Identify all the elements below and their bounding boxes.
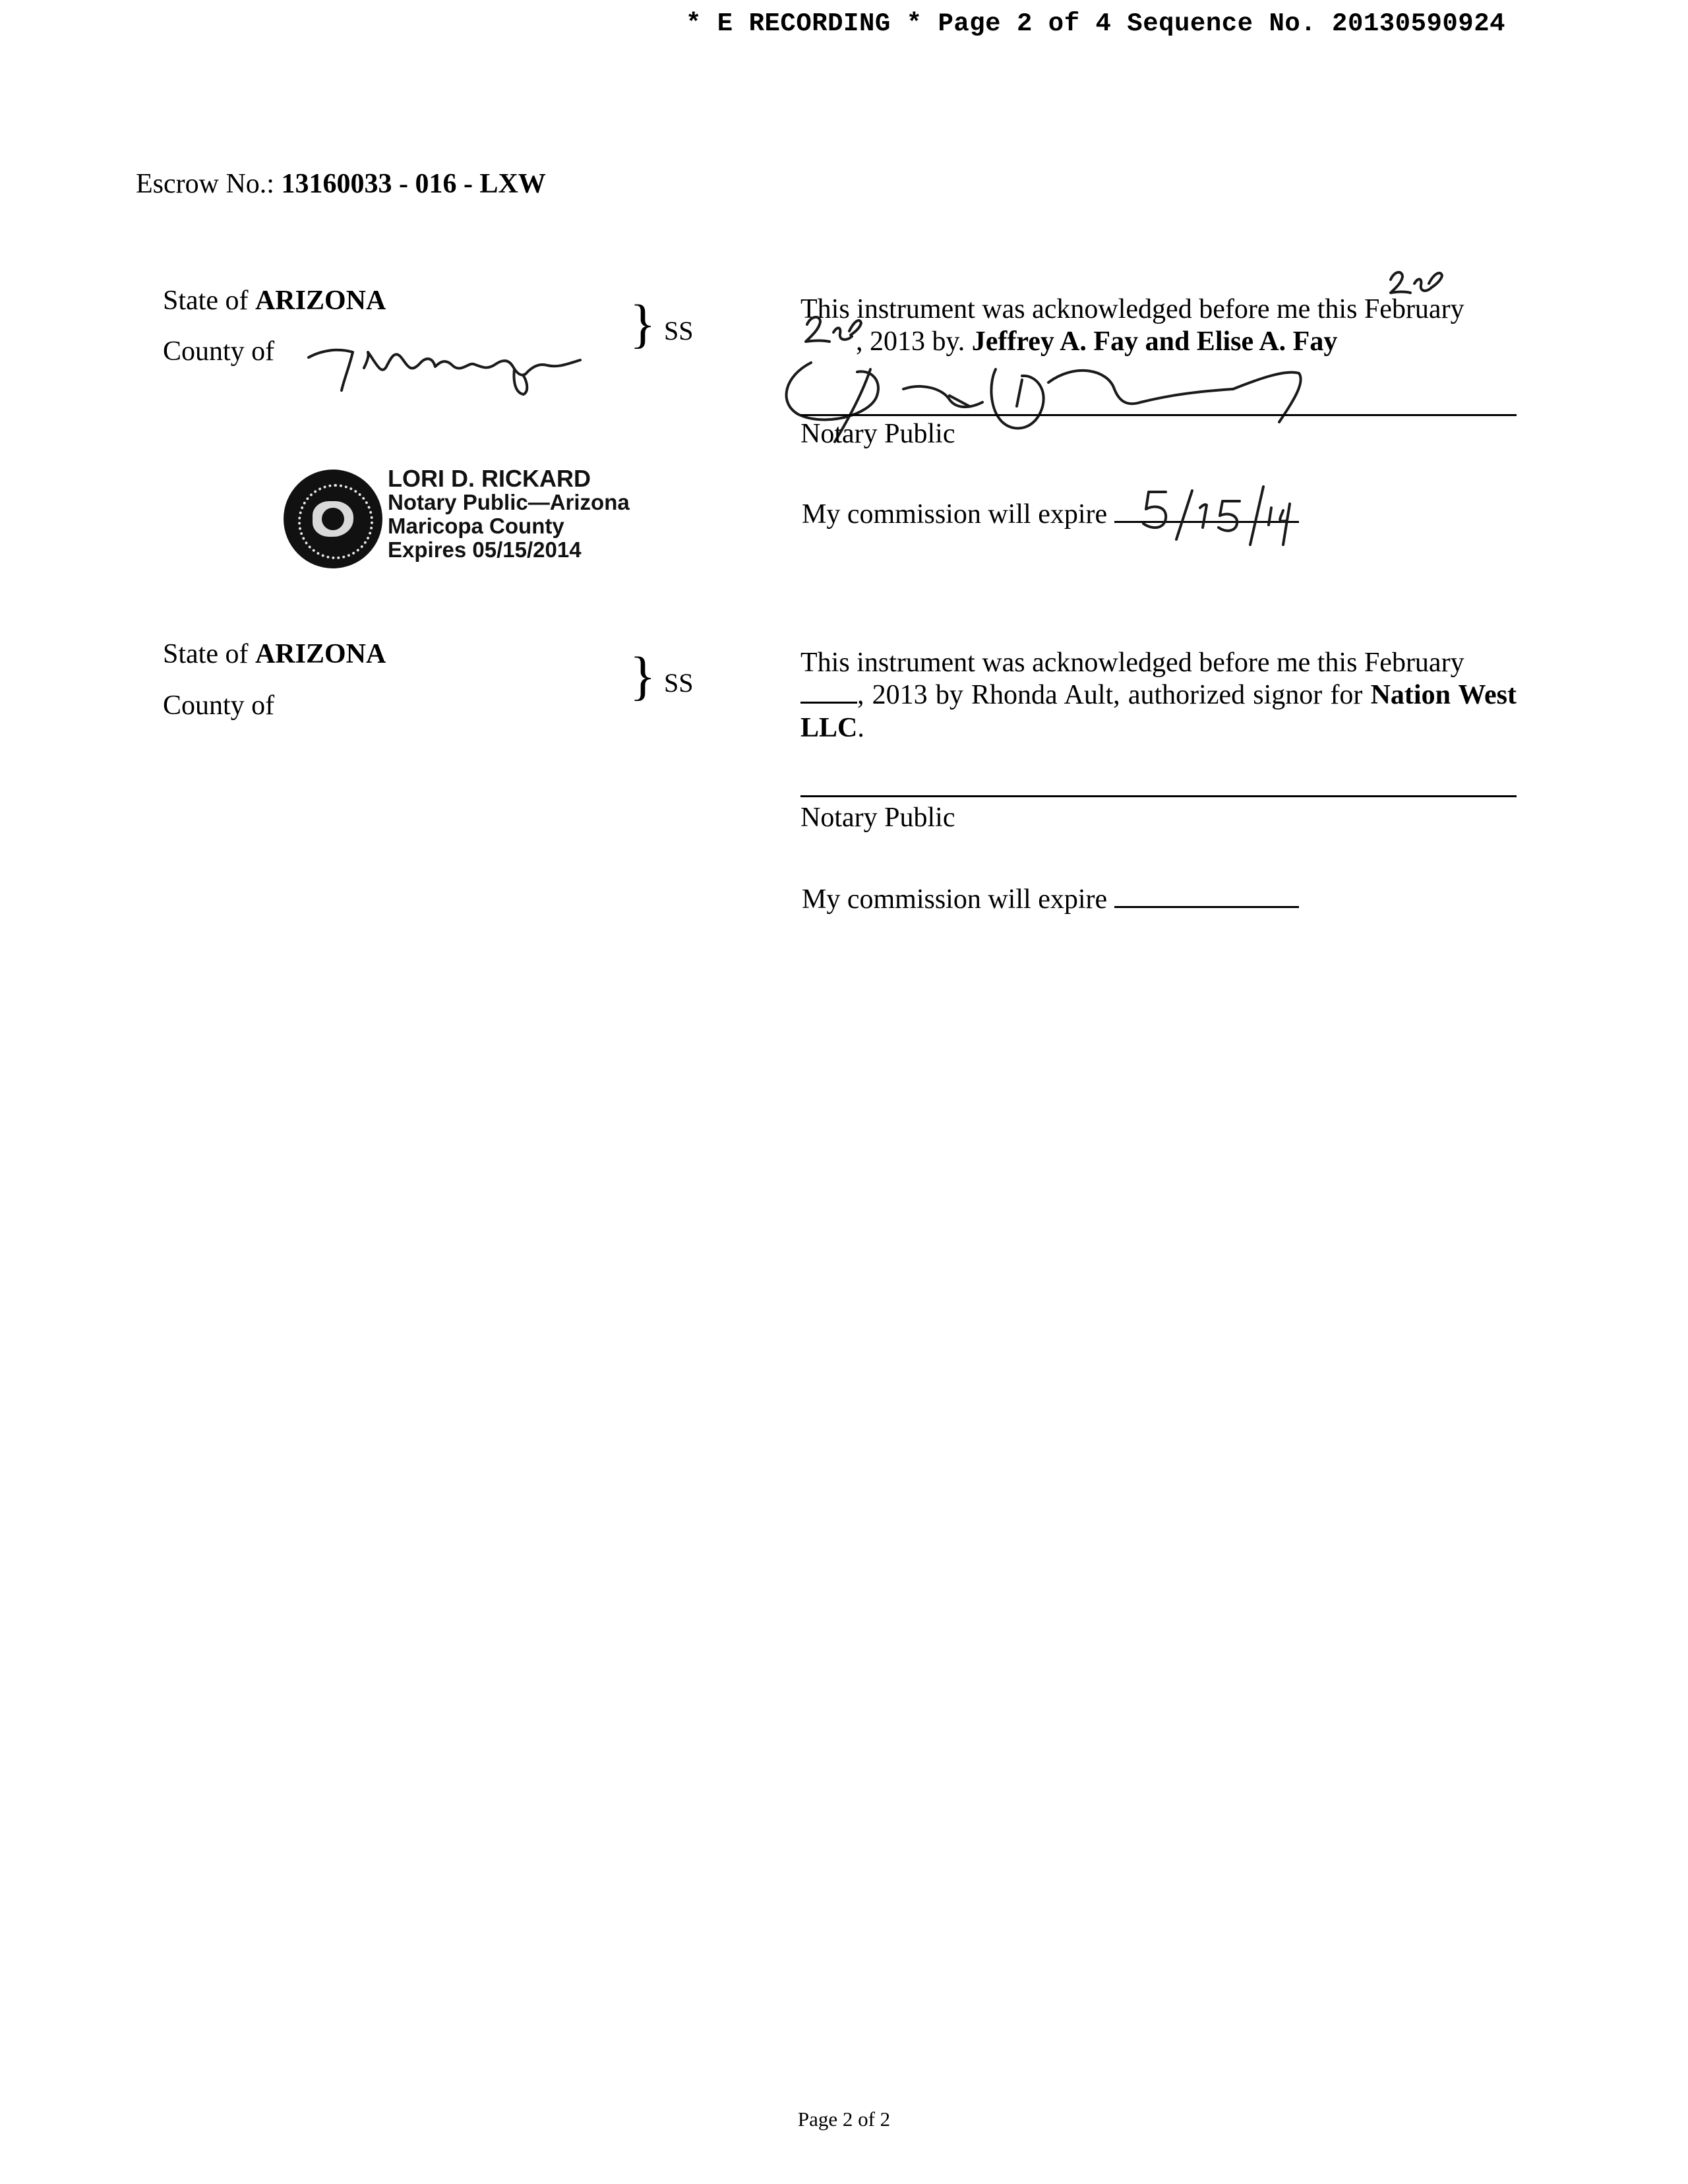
ack-prefix-2: This instrument was acknowledged before me this February	[800, 648, 1464, 678]
notary-signature-line-1	[800, 414, 1517, 416]
commission-label-2: My commission will expire	[802, 884, 1108, 915]
ack-line2-2	[800, 679, 1517, 711]
ack-day-blank-2	[800, 702, 857, 704]
commission-label-1: My commission will expire	[802, 499, 1108, 530]
commission-blank-2	[1114, 906, 1299, 908]
notary-label-2: Notary Public	[800, 803, 955, 833]
ack-paragraph-1	[800, 293, 1517, 326]
recording-header: * E RECORDING * Page 2 of 4 Sequence No. 20130590924	[686, 9, 1505, 38]
state-label: State of	[163, 286, 249, 316]
state-line-2	[163, 638, 386, 670]
page-footer: Page 2 of 2	[797, 2108, 891, 2131]
notary-seal-emblem	[284, 470, 382, 568]
ack-mid-2: , 2013 by Rhonda Ault, authorized signor for	[857, 680, 1363, 710]
ack-line3-2: LLC.	[800, 713, 864, 743]
commission-line-2	[802, 884, 1299, 915]
ss-2: SS	[664, 668, 694, 698]
state-value: ARIZONA	[255, 286, 386, 316]
ack-paragraph-2	[800, 646, 1517, 679]
state-line-1	[163, 285, 386, 317]
commission-date-handwriting	[1134, 481, 1306, 547]
ss-1: SS	[664, 316, 694, 346]
escrow-number: 13160033 - 016 - LXW	[281, 169, 546, 199]
county-label-2: County of	[163, 690, 275, 721]
seal-name: LORI D. RICKARD	[388, 465, 591, 492]
ack-year-by: , 2013 by.	[856, 326, 965, 357]
notary-signature-line-2	[800, 795, 1517, 797]
notary-label-1: Notary Public	[800, 419, 955, 449]
ack-entity-2a: Nation West	[1370, 680, 1517, 710]
seal-title: Notary Public—Arizona	[388, 490, 630, 514]
ack-parties: Jeffrey A. Fay and Elise A. Fay	[971, 326, 1338, 357]
brace-1: }	[630, 293, 656, 353]
state-value: ARIZONA	[255, 639, 386, 669]
county-label-1: County of	[163, 336, 275, 367]
ack-entity-2b: LLC	[800, 713, 858, 743]
escrow-label: Escrow No.:	[136, 169, 274, 199]
day-handwriting-top	[1388, 264, 1447, 297]
notary-seal-text	[388, 467, 651, 562]
state-label: State of	[163, 639, 249, 669]
brace-2: }	[630, 646, 656, 706]
ack-prefix: This instrument was acknowledged before me this February	[800, 294, 1464, 324]
seal-county: Maricopa County	[388, 514, 564, 538]
escrow-line	[136, 168, 546, 200]
seal-expires: Expires 05/15/2014	[388, 537, 582, 562]
county-handwriting	[303, 330, 620, 409]
